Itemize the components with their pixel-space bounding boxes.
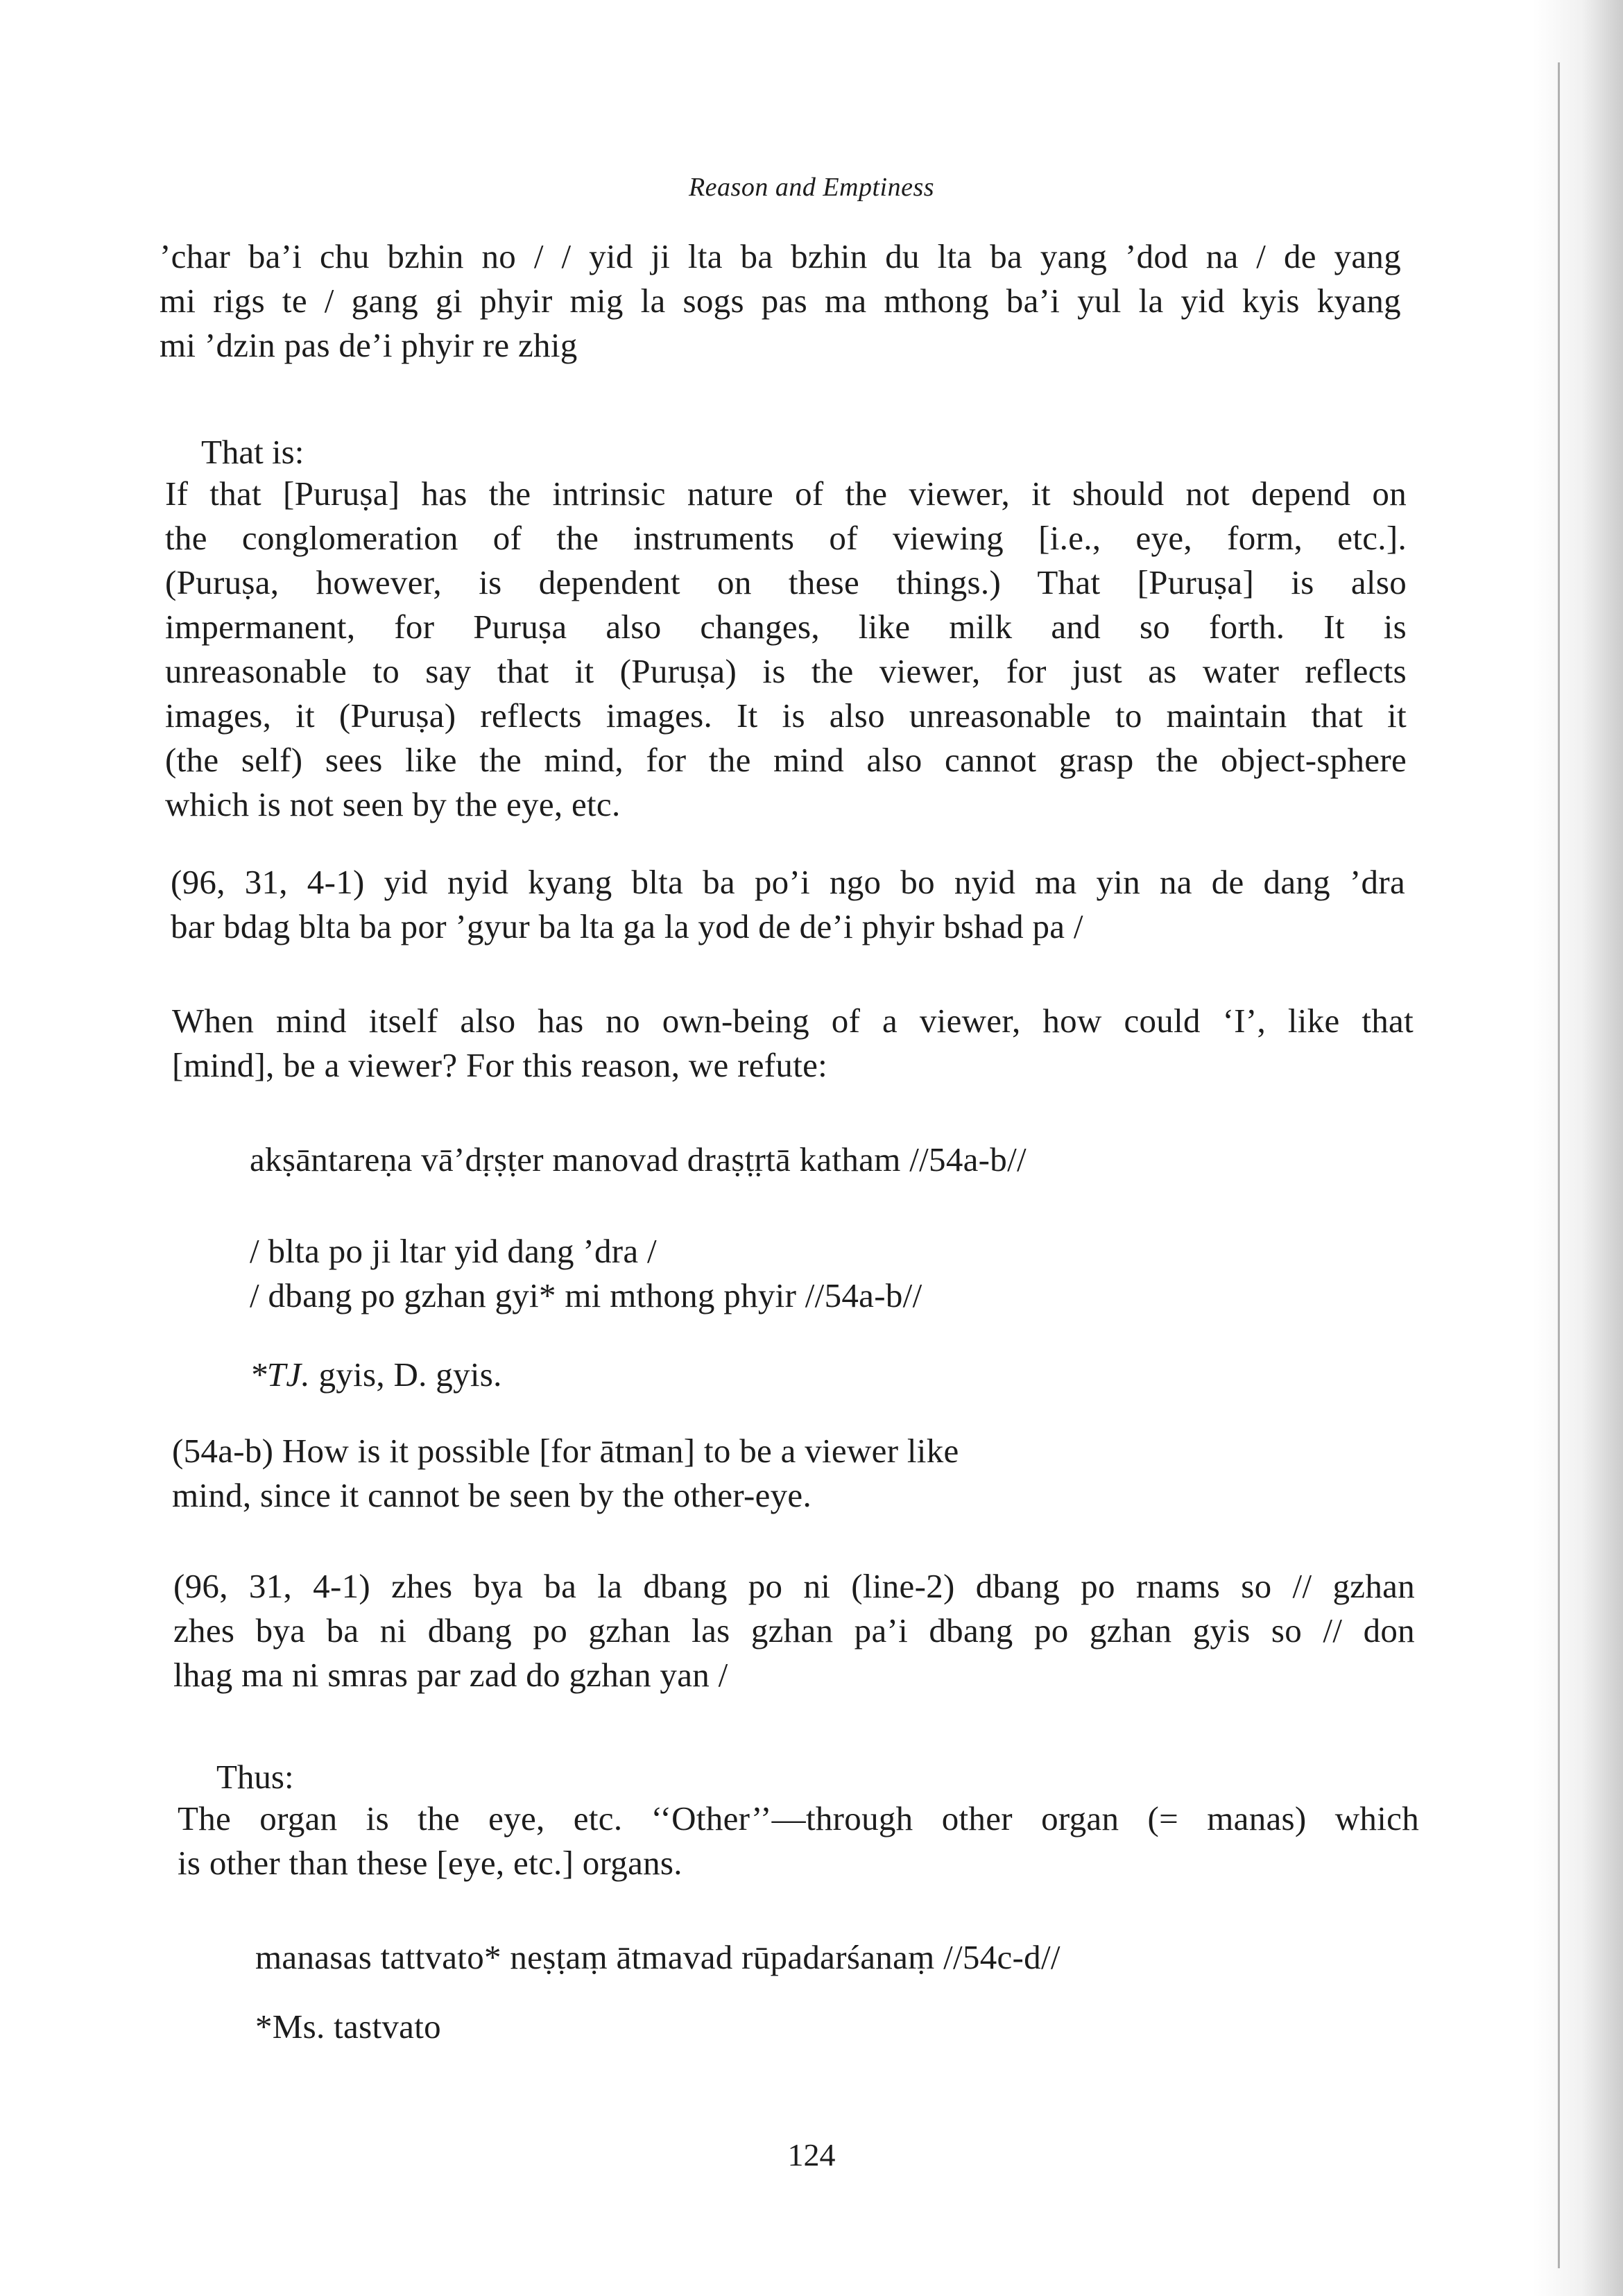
- translation-passage-2: [172, 999, 1414, 1088]
- text-line: When mind itself also has no own-being of a viewer, how could ‘I’, like that: [172, 1002, 1414, 1040]
- text-line: The organ is the eye, etc. ‘‘Other’’—through other organ (= manas) which: [178, 1799, 1419, 1837]
- text-line: *Ms. tastvato: [255, 2007, 441, 2046]
- text-line: which is not seen by the eye, etc.: [165, 785, 621, 823]
- text-line: bar bdag blta ba por ’gyur ba lta ga la yod de de’i phyir bshad pa /: [171, 907, 1083, 945]
- text-line: / dbang po gzhan gyi* mi mthong phyir //54a-b//: [250, 1276, 922, 1314]
- text-line: impermanent, for Puruṣa also changes, like milk and so forth. It is: [165, 608, 1407, 646]
- text-line: lhag ma ni smras par zad do gzhan yan /: [173, 1656, 728, 1694]
- page-number: 124: [787, 2137, 836, 2173]
- tibetan-verse: [250, 1229, 922, 1318]
- scan-edge-line: [1558, 62, 1560, 2268]
- footnote-siglum: *TJ.: [250, 1355, 310, 1394]
- text-line: zhes bya ba ni dbang po gzhan las gzhan pa’i dbang po gzhan gyis so // don: [173, 1611, 1415, 1650]
- sanskrit-verse-2: [255, 1935, 1060, 1980]
- scan-edge-shadow: [1533, 0, 1623, 2296]
- text-line: (the self) sees like the mind, for the mind also cannot grasp the object-sphere: [165, 741, 1407, 779]
- text-line: mind, since it cannot be seen by the other-eye.: [172, 1476, 812, 1514]
- label-that-is: That is:: [201, 433, 304, 471]
- text-line: [250, 1353, 502, 1397]
- text-line: (96, 31, 4-1) yid nyid kyang blta ba po’i ngo bo nyid ma yin na de dang ’dra: [171, 863, 1405, 901]
- text-line: (54a-b) How is it possible [for ātman] to be a viewer like: [172, 1432, 959, 1470]
- sanskrit-verse-1: [250, 1138, 1027, 1182]
- text-line: unreasonable to say that it (Puruṣa) is the viewer, for just as water reflects: [165, 652, 1407, 690]
- text-line: / blta po ji ltar yid dang ’dra /: [250, 1232, 657, 1270]
- translation-passage-1: [165, 472, 1407, 827]
- text-line: manasas tattvato* neṣṭaṃ ātmavad rūpadarśanaṃ //54c-d//: [255, 1938, 1060, 1976]
- text-line: images, it (Puruṣa) reflects images. It is also unreasonable to maintain that it: [165, 696, 1407, 735]
- footnote-text: gyis, D. gyis.: [309, 1355, 502, 1394]
- text-line: (96, 31, 4-1) zhes bya ba la dbang po ni (line-2) dbang po rnams so // gzhan: [173, 1567, 1415, 1605]
- label-thus: Thus:: [216, 1758, 294, 1796]
- footnote-2: [255, 2005, 441, 2049]
- translation-passage-3: [172, 1429, 959, 1518]
- text-line: If that [Puruṣa] has the intrinsic nature of the viewer, it should not depend on: [165, 474, 1407, 513]
- text-line: mi rigs te / gang gi phyir mig la sogs pas ma mthong ba’i yul la yid kyis kyang: [160, 282, 1401, 320]
- text-line: is other than these [eye, etc.] organs.: [178, 1844, 682, 1882]
- text-line: mi ’dzin pas de’i phyir re zhig: [160, 326, 578, 364]
- tibetan-passage-3: [173, 1564, 1415, 1697]
- running-header: Reason and Emptiness: [688, 173, 935, 202]
- footnote-1: [250, 1353, 502, 1397]
- tibetan-passage-2: [171, 860, 1405, 949]
- text-line: akṣāntareṇa vā’dṛṣṭer manovad draṣṭṛtā katham //54a-b//: [250, 1140, 1027, 1179]
- text-line: (Puruṣa, however, is dependent on these things.) That [Puruṣa] is also: [165, 563, 1407, 601]
- translation-passage-4: [178, 1797, 1419, 1885]
- text-line: ’char ba’i chu bzhin no / / yid ji lta ba bzhin du lta ba yang ’dod na / de yang: [160, 237, 1401, 275]
- tibetan-passage-1: [160, 234, 1401, 368]
- text-line: [mind], be a viewer? For this reason, we refute:: [172, 1046, 828, 1084]
- text-line: the conglomeration of the instruments of viewing [i.e., eye, form, etc.].: [165, 519, 1407, 557]
